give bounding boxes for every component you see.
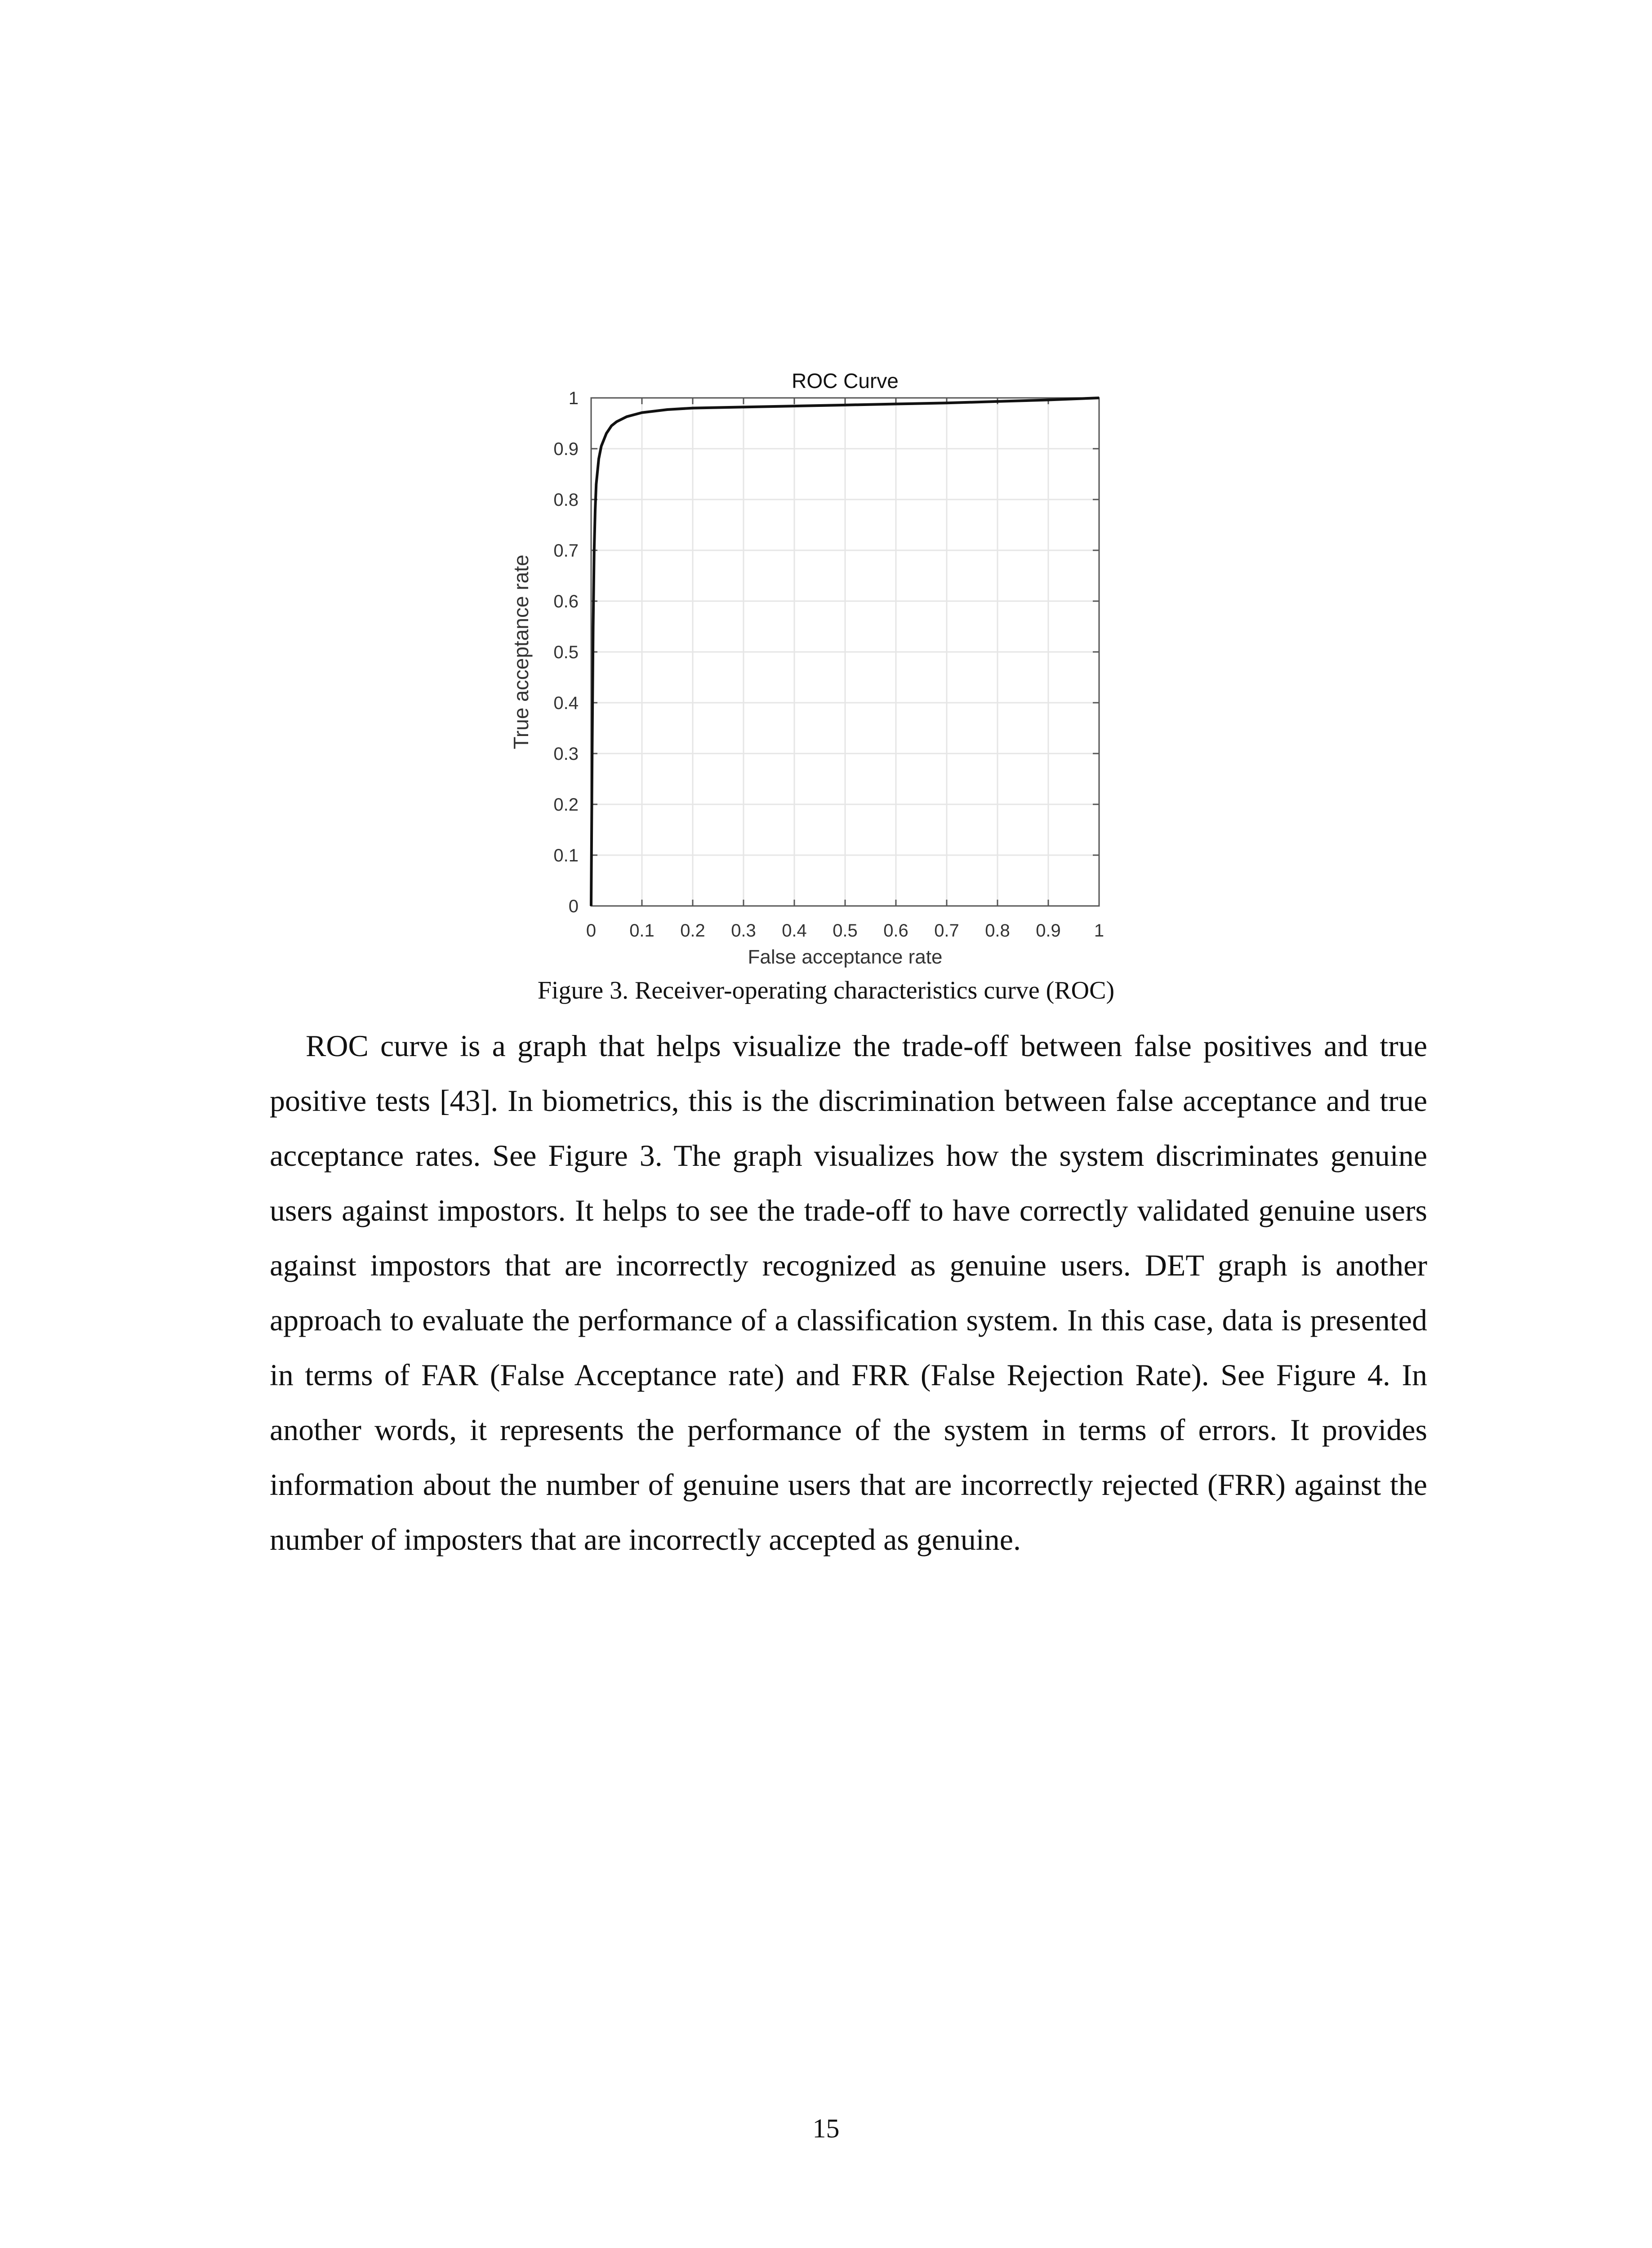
roc-figure (503, 360, 1151, 989)
y-tick-label: 0 (568, 897, 579, 916)
x-tick-label: 0.2 (680, 921, 705, 941)
body-paragraph: ROC curve is a graph that helps visualize the trade-off between false positives and true positive tests [43]. In biometrics, this is the discrimination between false acceptance and true acceptance rates. See Figure 3. The graph visualizes how the system discriminates genuine users against impostors. It helps to see the trade-off to have correctly validated genuine users against impostors that are incorrectly recognized as genuine users. DET graph is another approach to evaluate the performance of a classification system. In this case, data is presented in terms of FAR (False Acceptance rate) and FRR (False Rejection Rate). See Figure 4. In another words, it represents the performance of the system in terms of errors. It provides information about the number of genuine users that are incorrectly rejected (FRR) against the number of imposters that are incorrectly accepted as genuine. (270, 1029, 1427, 1557)
x-tick-label: 0.8 (985, 921, 1010, 941)
y-axis-label: True acceptance rate (509, 554, 533, 749)
y-tick-label: 0.1 (553, 846, 579, 865)
x-tick-label: 1 (1094, 921, 1104, 941)
x-tick-label: 0.9 (1036, 921, 1061, 941)
x-tick-label: 0.5 (833, 921, 858, 941)
x-tick-label: 0.6 (883, 921, 908, 941)
x-tick-label: 0 (586, 921, 597, 941)
y-tick-label: 0.7 (553, 541, 579, 561)
y-tick-label: 0.9 (553, 439, 579, 459)
chart-title: ROC Curve (792, 369, 899, 393)
y-tick-label: 0.2 (553, 795, 579, 815)
x-tick-label: 0.4 (782, 921, 807, 941)
roc-chart (503, 360, 1151, 989)
y-tick-label: 0.8 (553, 490, 579, 510)
page-number: 15 (812, 2114, 840, 2143)
figure-caption: Figure 3. Receiver-operating characteristics curve (ROC) (537, 977, 1115, 1004)
y-tick-label: 0.4 (553, 693, 579, 713)
x-tick-label: 0.3 (731, 921, 756, 941)
x-tick-label: 0.7 (934, 921, 959, 941)
x-tick-label: 0.1 (629, 921, 655, 941)
y-tick-label: 0.6 (553, 592, 579, 611)
x-axis-label: False acceptance rate (748, 946, 943, 968)
y-tick-label: 1 (568, 388, 579, 408)
y-tick-label: 0.5 (553, 642, 579, 662)
y-tick-label: 0.3 (553, 744, 579, 764)
